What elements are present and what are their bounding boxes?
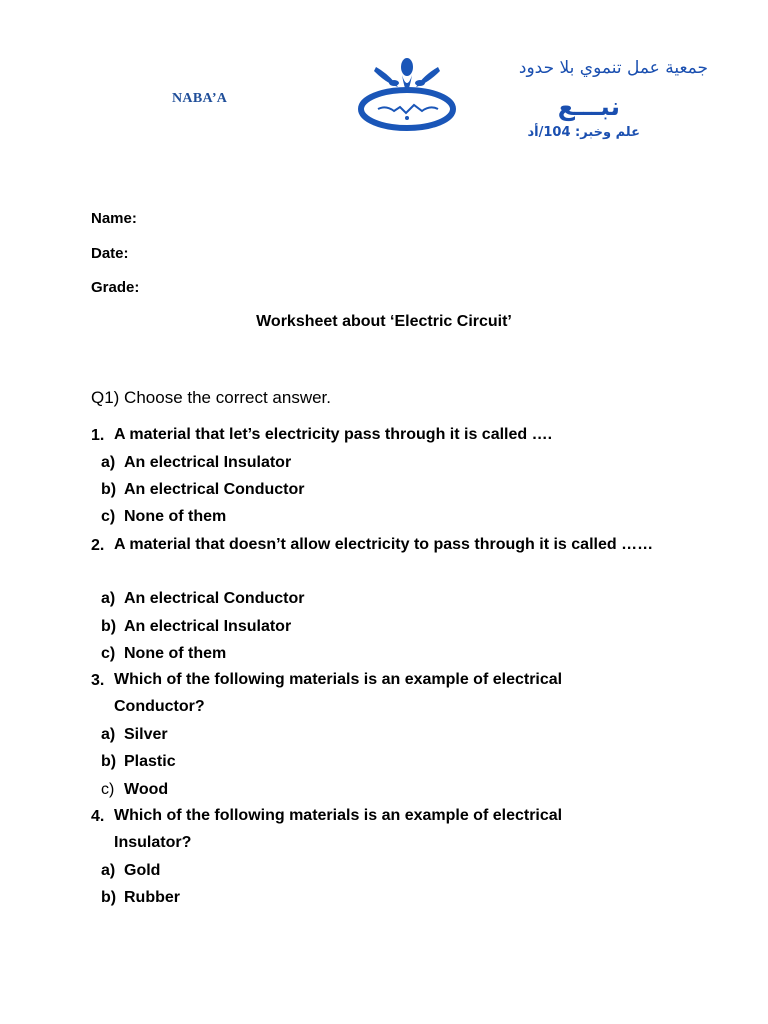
worksheet-title: Worksheet about ‘Electric Circuit’ bbox=[256, 313, 512, 330]
option-text: Plastic bbox=[124, 753, 176, 770]
option-letter: c) bbox=[101, 508, 116, 525]
org-name-arabic: جمعية عمل تنموي بلا حدود bbox=[518, 58, 708, 78]
option-text: An electrical Insulator bbox=[124, 618, 292, 635]
question-number: 2. bbox=[91, 537, 105, 554]
question-number: 4. bbox=[91, 808, 105, 825]
naba-logo-icon bbox=[356, 57, 458, 133]
question-number: 3. bbox=[91, 672, 105, 689]
option-text: An electrical Conductor bbox=[124, 481, 305, 498]
option-text: An electrical Insulator bbox=[124, 454, 292, 471]
option-text: Wood bbox=[124, 781, 169, 798]
option-letter: a) bbox=[101, 862, 116, 879]
question-instruction: Q1) Choose the correct answer. bbox=[91, 388, 332, 407]
option-text: Rubber bbox=[124, 889, 180, 906]
option-text: Silver bbox=[124, 726, 168, 743]
option-letter: c) bbox=[101, 645, 116, 662]
brand-name-arabic: نبـــع bbox=[557, 92, 620, 121]
question-text: A material that doesn’t allow electricity to pass through it is called …… bbox=[114, 536, 654, 553]
option-text: None of them bbox=[124, 508, 227, 525]
question-text: A material that let’s electricity pass through it is called …. bbox=[114, 426, 553, 443]
name-label: Name: bbox=[91, 210, 137, 227]
option-text: Gold bbox=[124, 862, 161, 879]
option-letter: b) bbox=[101, 753, 117, 770]
grade-label: Grade: bbox=[91, 279, 140, 296]
option-letter: c) bbox=[101, 781, 115, 798]
option-text: An electrical Conductor bbox=[124, 590, 305, 607]
option-letter: b) bbox=[101, 618, 117, 635]
option-letter: a) bbox=[101, 590, 116, 607]
question-text: Which of the following materials is an example of electrical Insulator? bbox=[114, 807, 563, 851]
option-letter: a) bbox=[101, 726, 116, 743]
org-name-english: NABA’A bbox=[172, 91, 228, 106]
date-label: Date: bbox=[91, 245, 129, 262]
question-number: 1. bbox=[91, 427, 105, 444]
option-text: None of them bbox=[124, 645, 227, 662]
option-letter: b) bbox=[101, 481, 117, 498]
option-letter: a) bbox=[101, 454, 116, 471]
registration-number: علم وخبر: 104/أد bbox=[527, 125, 640, 140]
option-letter: b) bbox=[101, 889, 117, 906]
question-text: Which of the following materials is an example of electrical Conductor? bbox=[114, 671, 563, 715]
